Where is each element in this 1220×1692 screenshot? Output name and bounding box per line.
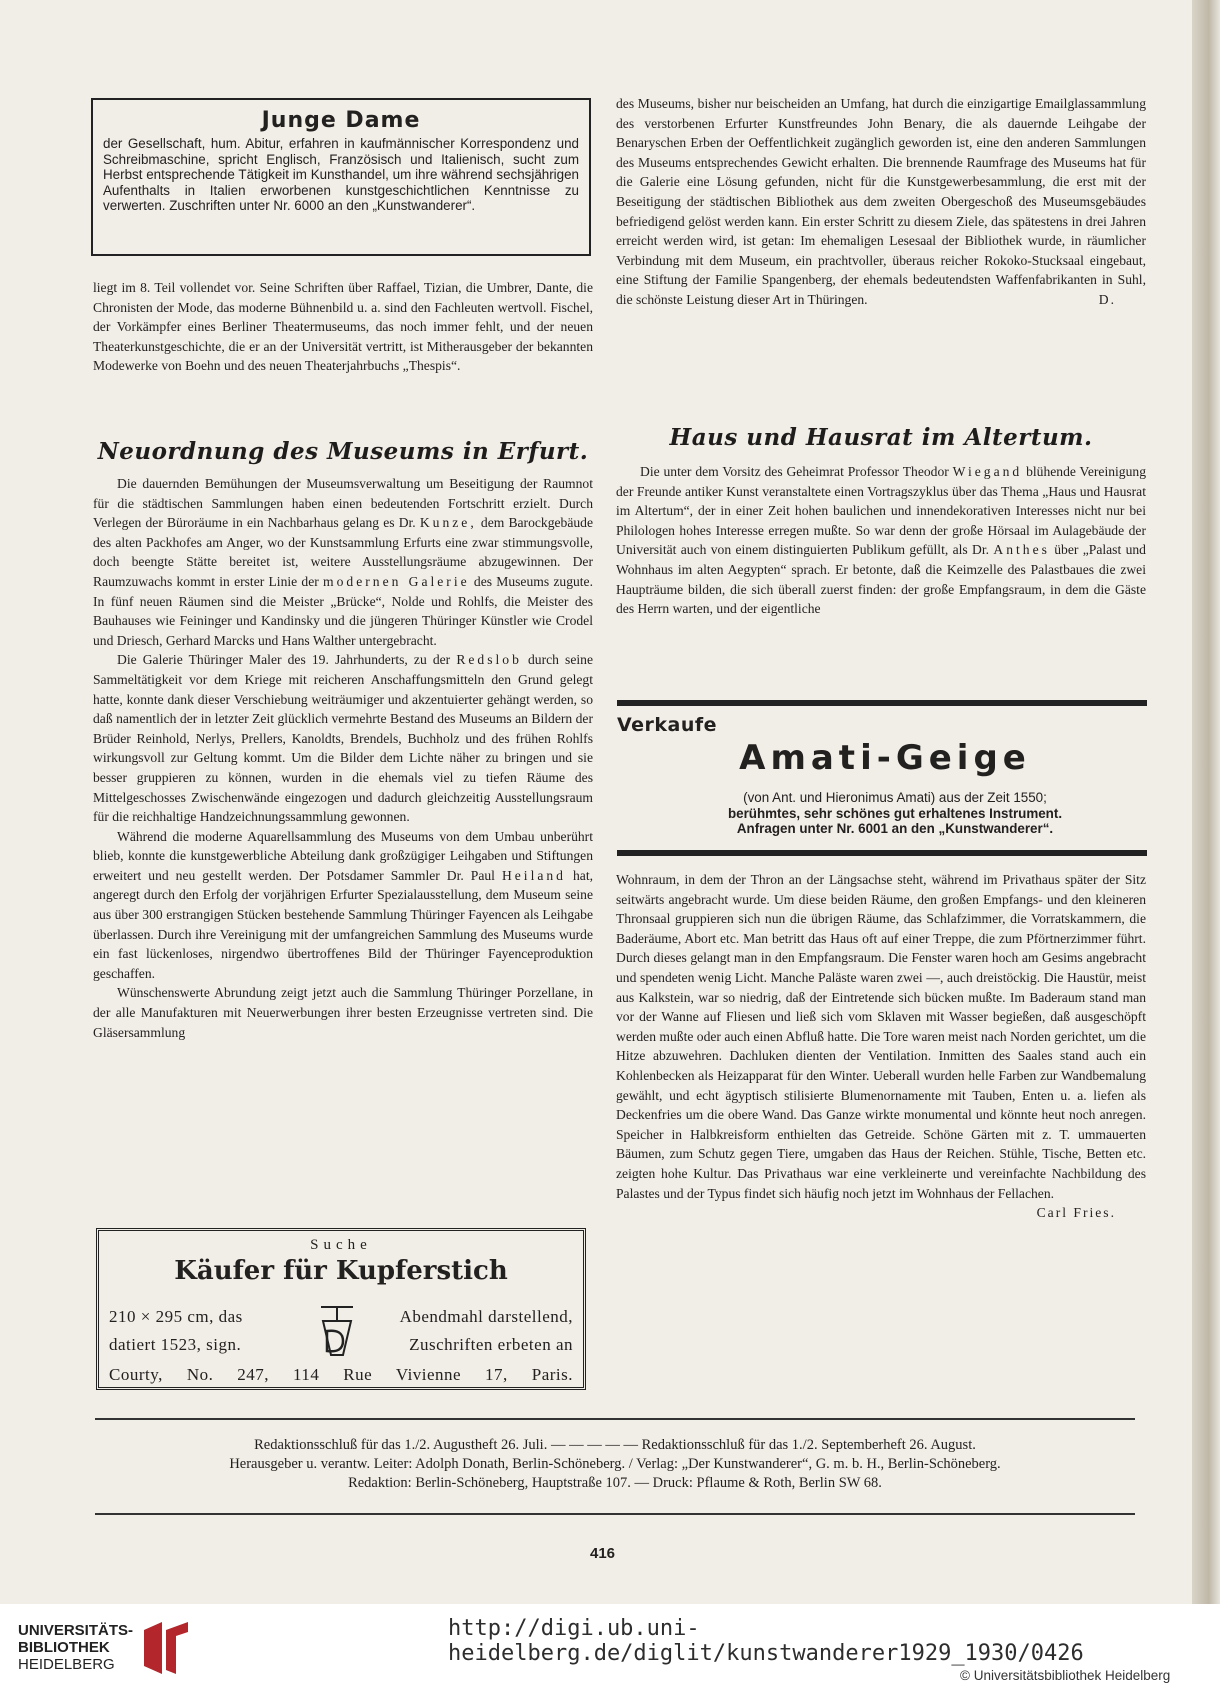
- right-heading-block: [616, 424, 1146, 451]
- name-wiegand: Wiegand: [952, 464, 1023, 479]
- ad-junge-dame-body: der Gesellschaft, hum. Abitur, erfahren in kaufmännischer Korrespondenz und Schreibmaschine, spricht Englisch, Französisch und Italienisch, sucht zum Herbst entsprechende Tätigkeit im Kunsthandel, um ihre während sechsjährigen Aufenthalts in Italien erworbenen kunstgeschichtlichen Kenntnisse zu verwerten. Zuschriften unter Nr. 6000 an den „Kunstwanderer“.: [103, 136, 579, 214]
- ad-amati-top-rule: [617, 700, 1147, 706]
- left-article: [93, 474, 593, 1042]
- footer-bottom-rule: [95, 1513, 1135, 1515]
- ad-amati-geige: [617, 700, 1147, 860]
- permalink-url[interactable]: http://digi.ub.uni-heidelberg.de/diglit/kunstwanderer1929_1930/0426: [448, 1616, 1084, 1666]
- footer-top-rule: [95, 1418, 1135, 1420]
- page-number: 416: [590, 1545, 616, 1562]
- footer-imprint: [95, 1436, 1135, 1493]
- intro-signature: D.: [1098, 291, 1116, 307]
- moderne-galerie: modernen Galerie: [323, 573, 470, 589]
- heading-haus-und-hausrat: Haus und Hausrat im Altertum.: [669, 424, 1093, 451]
- ad-amati-title: Amati-Geige: [739, 738, 1031, 778]
- left-intro-paragraph: liegt im 8. Teil vollendet vor. Seine Schriften über Raffael, Tizian, die Umbrer, Dante, die Chronisten der Mode, das moderne Bühnenbild u. a. sind den Fachleuten wertvoll. Fischel, der Vorkämpfer eines Berliner Theatermuseums, das noch immer fehlt, und der neuen Theaterkunstgeschichte, die er an der Universität vertritt, ist Mitherausgeber der bekannten Modewerke von Boehn und des neuen Theaterjahrbuchs „Thespis“.: [93, 280, 593, 374]
- name-anthes: Anthes: [993, 542, 1050, 558]
- footer-line-1: Redaktionsschluß für das 1./2. Augustheft 26. Juli. — — — — — Redaktionsschluß für das 1./2. Septemberheft 26. August.: [254, 1437, 976, 1453]
- article-paragraph: Wohnraum, in dem der Thron an der Längsachse steht, während im Privathaus später der Sitz seitwärts angebracht wurde. Um diese beiden Räume, den großen Empfangs- und den kleineren Thronsaal gruppieren sich nun die übrigen Räume, das Schlafzimmer, die Vorratskammern, die Baderäume, Abort etc. Man betritt das Haus oft auf einer Treppe, die zum Pförtnerzimmer führt. Durch dieses gelangt man in den Empfangsraum. Die Fenster waren hoch am Gesims angebracht und spendeten wenig Licht. Manche Paläste waren zwei —, auch dreistöckig. Die Haustür, meist aus Kalkstein, war so niedrig, daß der Eintretende sich bücken mußte. Im Baderaum stand man vor der Wanne auf Fliesen und ließ sich vom Sklaven mit Wasser begießen, daß ausgeschöpft werden mußte oder auch einen Abfluß hatte. Die Tore waren meist nach Norden gerichtet, um die Hitze abzuwehren. Dachluken dienten der Ventilation. Inmitten des Saales stand auch ein Kohlenbecken als Heizapparat für den Winter. Ueberall wurden helle Farben zur Wandbemalung gewählt, und echt ägyptisch stilisierte Blumenornamente mit Tauben, Enten u. a. liefen als Deckenfries um die obere Wand. Das Ganze wirkte monumental und könnte heut noch anregen. Speicher in Halbkreisform enthielten das Getreide. Schöne Gärten mit z. T. ummauerten Bäumen, zum Schutz gegen Tiere, umgaben das Haus der Reichen. Stühle, Tische, Betten etc. zeigten hohe Kultur. Das Privathaus war eine verkleinerte und vereinfachte Nachbildung des Palastes und der Typus findet sich häufig noch jetzt im Wohnhaus der Fellachen.: [616, 872, 1146, 1201]
- right-column-intro: [616, 94, 1146, 310]
- right-article-top: [616, 462, 1146, 619]
- logo-text: UNIVERSITÄTS- BIBLIOTHEK HEIDELBERG: [18, 1622, 134, 1673]
- article-paragraph: Während die moderne Aquarellsammlung des Museums von dem Umbau unberührt blieb, konnte die kunstgewerbliche Abteilung dank großzügiger Leihgaben und Stiftungen erweitert und neu gestellt werden. Der Potsdamer Sammler Dr. Paul Heiland hat, angeregt durch den Erfolg der vorjährigen Erfurter Spezialausstellung, dem Museum seine aus über 300 erstrangigen Stücken bestehende Sammlung Thüringer Fayencen als Leihgabe überlassen. Durch ihre Vereinigung mit der umfangreichen Sammlung des Museums wurde ein fast lückenloses, nirgendwo übertroffenes Bild der Thüringer Fayenceproduktion geschaffen.: [93, 828, 593, 981]
- ad-kupferstich-row2-left: datiert 1523, sign.: [109, 1335, 242, 1354]
- ad-kupferstich-row1-left: 210 × 295 cm, das: [109, 1307, 243, 1326]
- ad-kupferstich-suche: Suche: [310, 1237, 372, 1253]
- footer-line-2: Herausgeber u. verantw. Leiter: Adolph Donath, Berlin-Schöneberg. / Verlag: „Der Kunstwanderer“, G. m. b. H., Berlin-Schöneberg.: [229, 1456, 1001, 1472]
- ad-kupferstich: [96, 1228, 586, 1390]
- ub-heidelberg-logo[interactable]: [18, 1620, 238, 1676]
- left-column-intro: [93, 278, 593, 376]
- ad-kupferstich-title: Käufer für Kupferstich: [174, 1256, 508, 1286]
- name-heiland: Heiland: [501, 867, 566, 883]
- name-redslob: Redslob: [456, 652, 522, 668]
- left-heading-block: [93, 438, 593, 465]
- ad-kupferstich-row2-right: Zuschriften erbeten an: [409, 1335, 573, 1354]
- ad-junge-dame-title: Junge Dame: [261, 108, 421, 133]
- ad-amati-verkaufe: Verkaufe: [617, 714, 718, 736]
- ad-kupferstich-address: Courty, No. 247, 114 Rue Vivienne 17, Paris.: [109, 1365, 573, 1384]
- article-signature: Carl Fries.: [1036, 1205, 1116, 1221]
- ad-kupferstich-row1-right: Abendmahl darstellend,: [399, 1307, 573, 1326]
- article-paragraph: Wünschenswerte Abrundung zeigt jetzt auch die Sammlung Thüringer Porzellane, in der alle Manufakturen mit Neuerwerbungen ihrer besten Erzeugnisse vertreten sind. Die Gläsersammlung: [93, 985, 593, 1040]
- ub-logo-mark-icon: [138, 1620, 194, 1676]
- right-intro-paragraph: des Museums, bisher nur beischeiden an Umfang, hat durch die einzigartige Emailglassammlung des verstorbenen Erfurter Kunstfreundes John Benary, die als dauernde Leihgabe der Benaryschen Erben der Oeffentlichkeit zugänglich geworden ist, eine den anderen Sammlungen des Museums entsprechendes Gewicht erhalten. Die brennende Raumfrage des Museums hat für die Galerie eine Lösung gefunden, nicht für die Kunstgewerbesammlung, die erst mit der Beseitigung der städtischen Bibliothek aus dem zweiten Obergeschoß des Museumsgebäudes befriedigend gelöst werden kann. Ein erster Schritt zu diesem Ziele, das spätestens in drei Jahren erreicht werden wird, ist getan: Im ehemaligen Lesesaal der Bibliothek wurde, in räumlicher Verbindung mit dem Museum, ein prachtvoller, überaus reicher Rokoko-Stucksaal eingebaut, eine Stiftung der Familie Spangenberg, der ehemals bedeutendsten Waffenfabrikanten in Suhl, die schönste Leistung dieser Art in Thüringen.: [616, 96, 1146, 307]
- page-spine-shadow: [1192, 0, 1220, 1604]
- monogram-icon: [313, 1303, 361, 1359]
- article-paragraph: Die dauernden Bemühungen der Museumsverwaltung um Beseitigung der Raumnot für die städtischen Sammlungen haben einen bedeutenden Fortschritt erzielt. Durch Verlegen der Büroräume in ein Nachbarhaus gelang es Dr. Kunze, dem Barockgebäude des alten Packhofes am Anger, wo der Kunstsammlung Erfurts eine zwar stimmungsvolle, doch beengte Stätte bereitet ist, weitere Ausstellungsräume abzugewinnen. Der Raumzuwachs kommt in erster Linie der modernen Galerie des Museums zugute. In fünf neuen Räumen sind die Meister „Brücke“, Nolde und Rohlfs, die Meister des Bauhauses wie Feininger und Kandinsky und die jüngeren Thüringer Künstler wie Crodel und Driesch, Gerhard Marcks und Hans Walther untergebracht.: [93, 476, 593, 648]
- article-paragraph: Die Galerie Thüringer Maler des 19. Jahrhunderts, zu der Redslob durch seine Sammeltätigkeit vor dem Kriege mit reicheren Anschaffungsmitteln den Grund gelegt hatte, konnte dank dieser Verschiebung weiträumiger und akzentuierter gehängt werden, so daß namentlich der in letzter Zeit glücklich vermehrte Bestand des Museums an Bildern der Brüder Reinhold, Nerlys, Prellers, Kanoldts, Brendels, Buchholz und des frühen Rohlfs wirkungsvoll zur Geltung kommt. Um die Bilder dem Lichte näher zu bringen und sie besser gruppieren zu können, wurden in die ehemals viel zu tiefen Räume des Mittelgeschosses Zwischenwände eingezogen und dadurch gleichzeitig Ausstellungsraum für die reichhaltige Handzeichnungssammlung gewonnen.: [93, 652, 593, 825]
- article-paragraph: Die unter dem Vorsitz des Geheimrat Professor Theodor Wiegand blühende Vereinigung der Freunde antiker Kunst veranstaltete einen Vortragszyklus über das Thema „Haus und Hausrat im Altertum“, der in einer Zeit hohen baulichen und innendekorativen Interesses nicht nur bei Philologen hohes Interesse erregen mußte. So war denn der große Hörsaal im Aulagebäude der Universität auch von einem distinguierten Publikum gefüllt, als Dr. Anthes über „Palast und Wohnhaus im alten Aegypten“ sprach. Er betonte, daß die Keimzelle des Palastbaues die zwei Haupträume bilden, die sich überall zuerst finden: der große Empfangsraum, in dem die Gäste des Herrn warten, und der eigentliche: [616, 464, 1146, 617]
- library-footer-bar: [0, 1604, 1220, 1692]
- footer-line-3: Redaktion: Berlin-Schöneberg, Hauptstraße 107. — Druck: Pflaume & Roth, Berlin SW 68.: [348, 1475, 882, 1491]
- ad-junge-dame: [91, 98, 591, 256]
- right-article-bottom: [616, 870, 1146, 1223]
- name-kunze: Kunze,: [419, 515, 477, 531]
- ad-amati-bottom-rule: [617, 850, 1147, 856]
- copyright-notice: © Universitätsbibliothek Heidelberg: [960, 1668, 1171, 1683]
- ad-amati-body: (von Ant. und Hieronimus Amati) aus der Zeit 1550; berühmtes, sehr schönes gut erhaltenes Instrument. Anfragen unter Nr. 6001 an den „Kunstwanderer“.: [727, 790, 1063, 836]
- heading-neuordnung: Neuordnung des Museums in Erfurt.: [97, 438, 589, 465]
